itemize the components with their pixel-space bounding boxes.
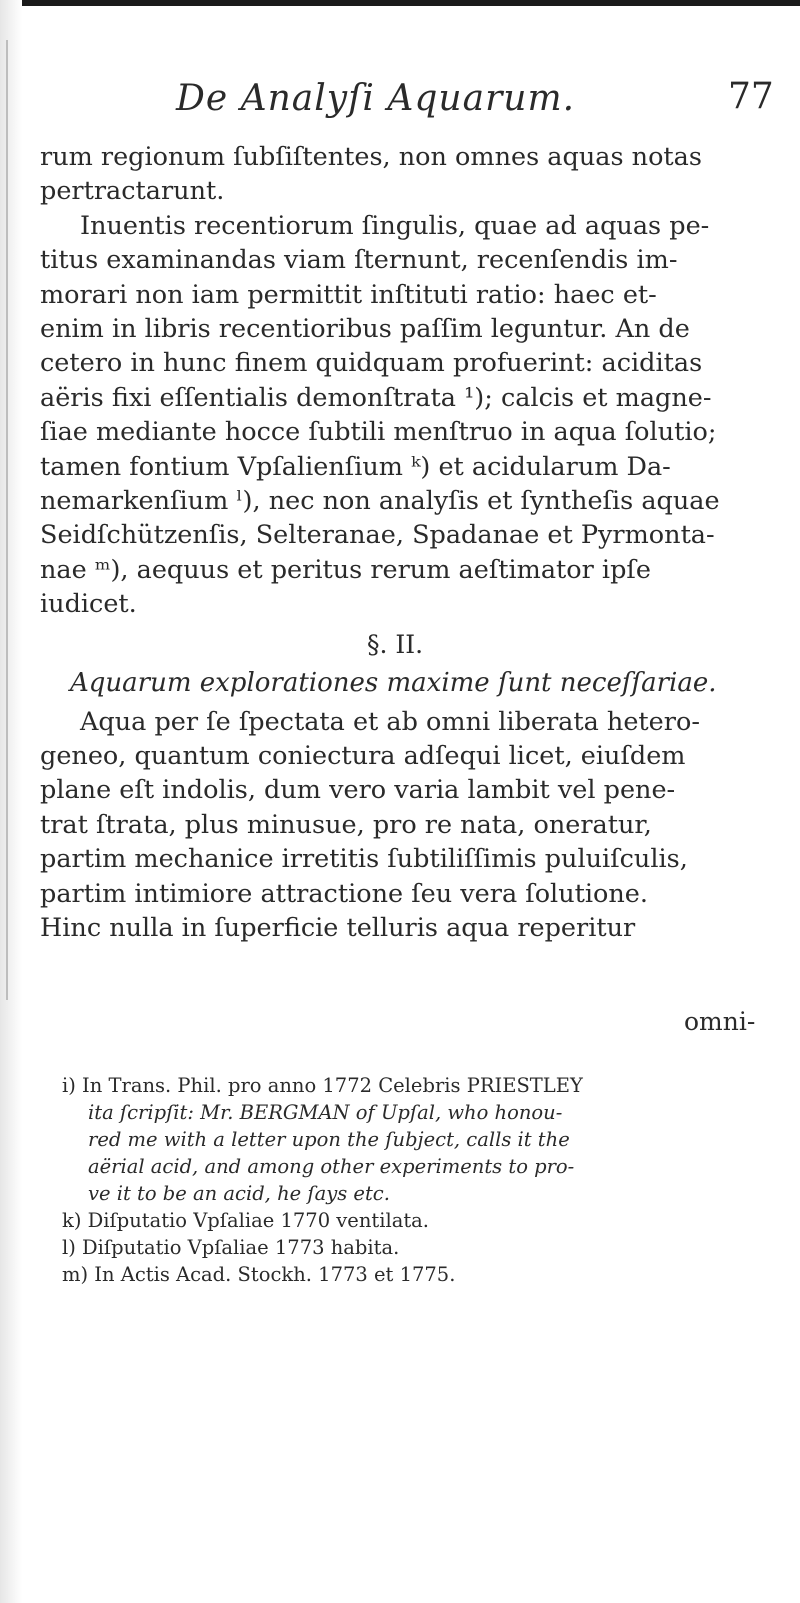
footnote-line: ve it to be an acid, he ſays etc. [88, 1182, 390, 1205]
text-line: rum regionum ſubſiſtentes, non omnes aquas notas [40, 142, 702, 172]
footnote-line: k) Diſputatio Vpſaliae 1770 ventilata. [62, 1209, 430, 1232]
text-line: plane eſt indolis, dum vero varia lambit vel pene- [40, 775, 676, 806]
text-line: nae ᵐ), aequus et peritus rerum aeſtimator ipſe [40, 554, 651, 585]
footnotes [62, 1072, 762, 1288]
catchword: omni- [684, 1007, 756, 1036]
text-line: partim mechanice irretitis ſubtiliſſimis puluiſculis, [40, 844, 688, 875]
binding-shadow [0, 0, 22, 1603]
footnote-line: red me with a letter upon the ſubject, calls it the [88, 1128, 570, 1151]
section-number: §. II. [366, 629, 424, 659]
text-line: ſiae mediante hocce ſubtili menſtruo in aqua ſolutio; [40, 417, 717, 448]
text-line: pertractarunt. [40, 176, 225, 207]
footnote-line: ita ſcripſit: Mr. BERGMAN of Upſal, who honou- [88, 1101, 563, 1124]
footnote-line: l) Diſputatio Vpſaliae 1773 habita. [62, 1236, 400, 1259]
text-line: Hinc nulla in ſuperficie telluris aqua reperitur [40, 912, 636, 943]
footnote-line: i) In Trans. Phil. pro anno 1772 Celebris PRIESTLEY [62, 1074, 583, 1097]
page-header [0, 70, 800, 120]
text-line: aëris fixi eſſentialis demonſtrata ¹); calcis et magne- [40, 382, 712, 413]
text-line: enim in libris recentioribus paſſim leguntur. An de [40, 314, 690, 345]
text-line: tamen fontium Vpſalienſium ᵏ) et acidularum Da- [40, 451, 671, 482]
main-text [40, 140, 750, 945]
text-line: Aqua per ſe ſpectata et ab omni liberata hetero- [80, 706, 700, 737]
text-line: titus examinandas viam ſternunt, recenſendis im- [40, 245, 678, 276]
top-page-edge [0, 0, 800, 6]
running-title: De Analyſi Aquarum. [176, 78, 576, 119]
text-line: Seidſchützenſis, Selteranae, Spadanae et Pyrmonta- [40, 520, 715, 551]
footnote-line: m) In Actis Acad. Stockh. 1773 et 1775. [62, 1263, 456, 1286]
text-line: nemarkenſium ˡ), nec non analyſis et ſyntheſis aquae [40, 486, 720, 517]
text-line: partim intimiore attractione ſeu vera ſolutione. [40, 878, 649, 909]
page-number: 77 [728, 76, 774, 117]
text-line: trat ſtrata, plus minusue, pro re nata, oneratur, [40, 809, 652, 840]
section-title: Aquarum explorationes maxime ſunt neceſſariae. [70, 668, 717, 699]
text-line: iudicet. [40, 589, 137, 620]
footnote-line: aërial acid, and among other experiments to pro- [88, 1155, 575, 1178]
text-line: cetero in hunc finem quidquam profuerint: aciditas [40, 348, 703, 379]
text-line: morari non iam permittit inſtituti ratio: haec et- [40, 279, 657, 310]
binding-line [6, 40, 8, 1000]
text-line: geneo, quantum coniectura adſequi licet, eiuſdem [40, 740, 686, 771]
text-line: Inuentis recentiorum ſingulis, quae ad aquas pe- [80, 210, 710, 241]
